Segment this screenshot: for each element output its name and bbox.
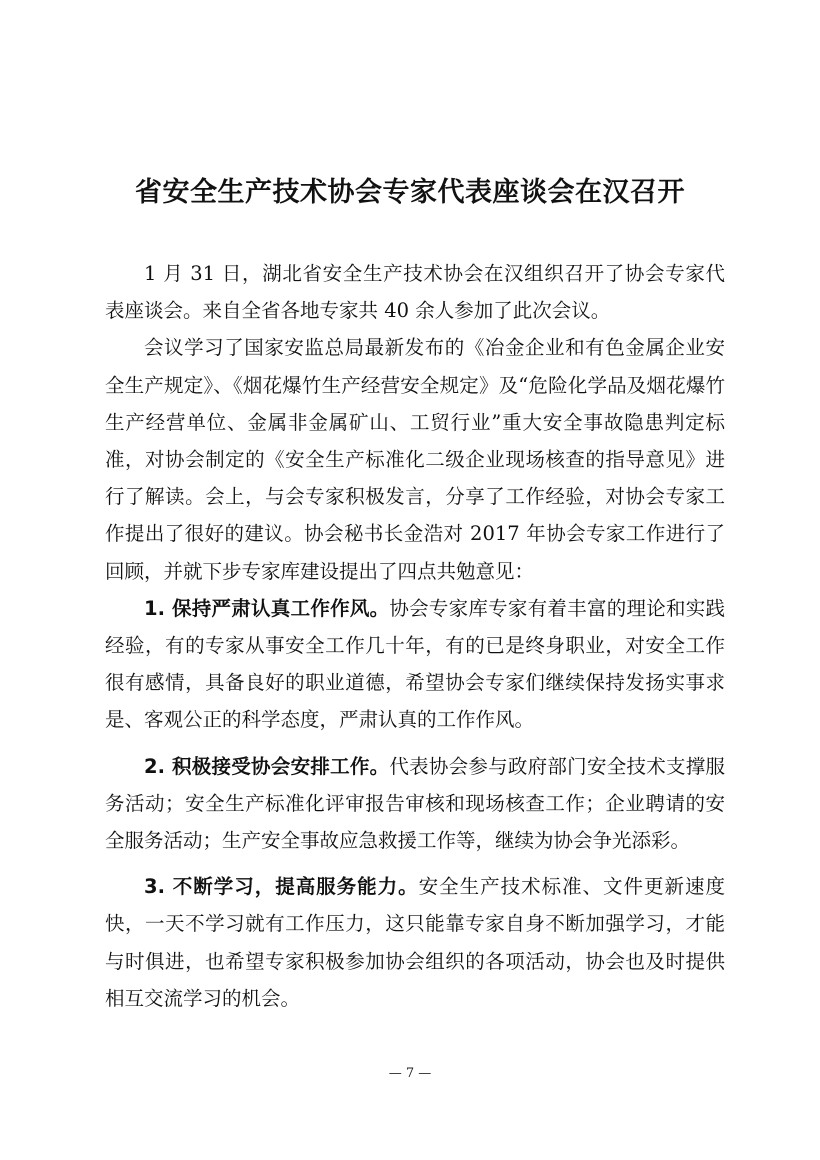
paragraph-intro: 1 月 31 日，湖北省安全生产技术协会在汉组织召开了协会专家代表座谈会。来自全省各地专家共 40 余人参加了此次会议。 (105, 262, 725, 323)
list-item-text: 代表协会参与政府部门安全技术支撑服务活动；安全生产标准化评审报告审核和现场核查工作；企业聘请的安全服务活动；生产安全事故应急救援工作等，继续为协会争光添彩。 (105, 754, 725, 853)
list-item-lead: 1. 保持严肃认真工作作风。 (144, 596, 390, 620)
list-item-lead: 2. 积极接受协会安排工作。 (144, 754, 390, 778)
document-title: 省安全生产技术协会专家代表座谈会在汉召开 (135, 177, 685, 208)
list-item-text: 安全生产技术标准、文件更新速度快，一天不学习就有工作压力，这只能靠专家自身不断加强学习，才能与时俱进，也希望专家积极参加协会组织的各项活动，协会也及时提供相互交流学习的机会。 (105, 875, 725, 1010)
list-item-1 (105, 590, 725, 739)
document-body (105, 255, 725, 1017)
list-item-lead: 3. 不断学习，提高服务能力。 (144, 875, 419, 899)
page-number: — 7 — (388, 1066, 432, 1081)
paragraph-meeting: 会议学习了国家安监总局最新发布的《冶金企业和有色金属企业安全生产规定》、《烟花爆竹生产经营安全规定》及“危险化学品及烟花爆竹生产经营单位、金属非金属矿山、工贸行业”重大安全事故隐患判定标准，对协会制定的《安全生产标准化二级企业现场核查的指导意见》进行了解读。会上，与会专家积极发言，分享了工作经验，对协会专家工作提出了很好的建议。协会秘书长金浩对 2017 年协会专家工作进行了回顾，并就下步专家库建设提出了四点共勉意见： (105, 336, 725, 583)
list-item-3 (105, 868, 725, 1017)
list-item-2 (105, 748, 725, 860)
list-item-text: 协会专家库专家有着丰富的理论和实践经验，有的专家从事安全工作几十年，有的已是终身职业，对安全工作很有感情，具备良好的职业道德，希望协会专家们继续保持发扬实事求是、客观公正的科学态度，严肃认真的工作作风。 (105, 596, 725, 732)
